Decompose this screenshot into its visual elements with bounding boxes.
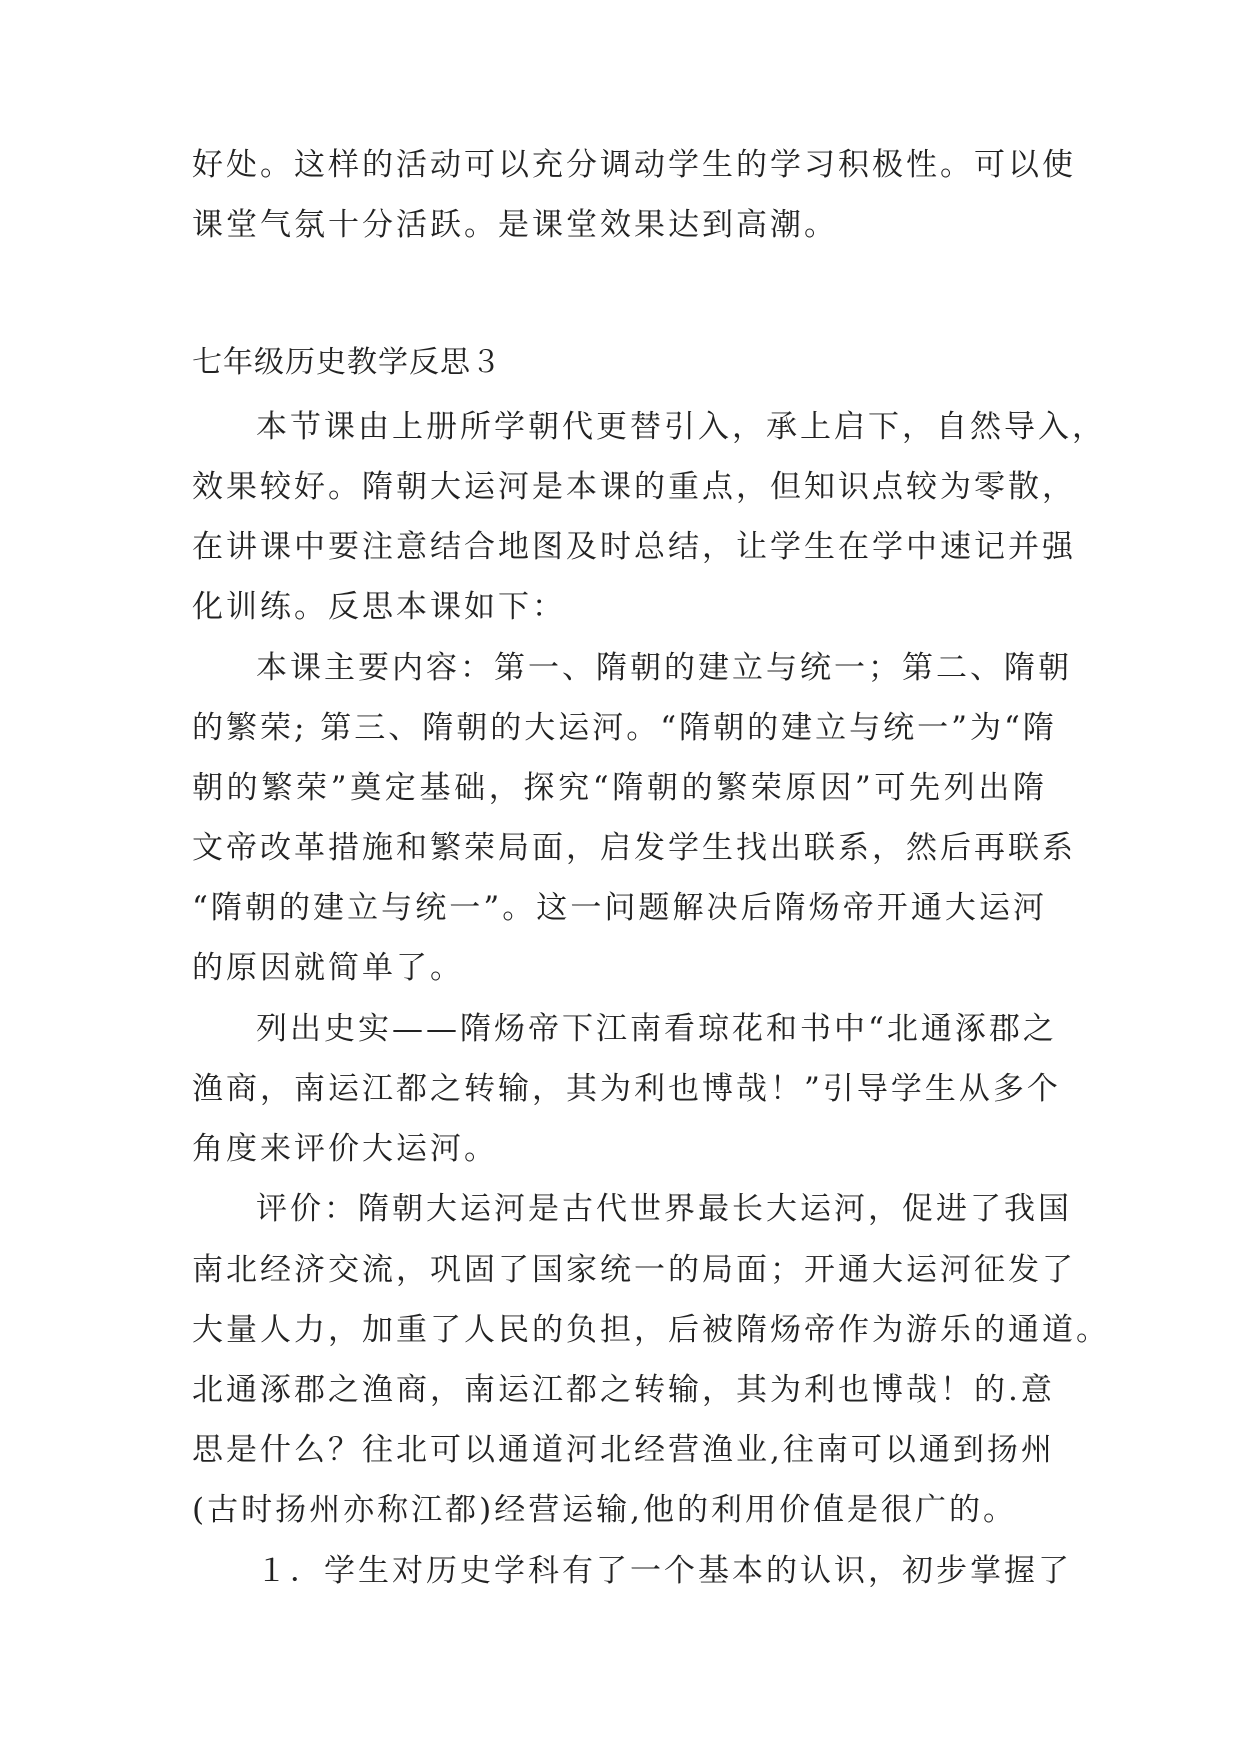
text-line: 本课主要内容：第一、隋朝的建立与统一；第二、隋朝 [256, 650, 1072, 686]
text-line: 角度来评价大运河。 [192, 1131, 498, 1167]
text-line: 的繁荣; 第三、隋朝的大运河。“隋朝的建立与统一”为“隋 [192, 710, 1057, 746]
text-line: 思是什么？往北可以通道河北经营渔业,往南可以通到扬州 [192, 1432, 1055, 1468]
text-line: 大量人力，加重了人民的负担，后被隋炀帝作为游乐的通道。 [192, 1312, 1110, 1348]
text-line: 在讲课中要注意结合地图及时总结，让学生在学中速记并强 [192, 529, 1076, 565]
section-title: 七年级历史教学反思３ [192, 345, 502, 380]
text-line: 朝的繁荣”奠定基础，探究“隋朝的繁荣原因”可先列出隋 [192, 770, 1047, 806]
text-line: 评价：隋朝大运河是古代世界最长大运河，促进了我国 [256, 1191, 1072, 1227]
text-line: 本节课由上册所学朝代更替引入，承上启下，自然导入， [256, 409, 1106, 445]
text-line: 渔商，南运江都之转输，其为利也博哉！”引导学生从多个 [192, 1071, 1061, 1107]
text-line: 南北经济交流，巩固了国家统一的局面；开通大运河征发了 [192, 1252, 1076, 1288]
text-line: 好处。这样的活动可以充分调动学生的学习积极性。可以使 [192, 147, 1076, 183]
text-line: “隋朝的建立与统一”。这一问题解决后隋炀帝开通大运河 [192, 890, 1047, 926]
text-line: 北通涿郡之渔商，南运江都之转输，其为利也博哉！的.意 [192, 1372, 1055, 1408]
text-line: (古时扬州亦称江都)经营运输,他的利用价值是很广的。 [192, 1492, 1018, 1528]
text-line: 课堂气氛十分活跃。是课堂效果达到高潮。 [192, 207, 838, 243]
text-line: １．学生对历史学科有了一个基本的认识，初步掌握了 [256, 1553, 1072, 1589]
text-line: 的原因就简单了。 [192, 950, 464, 986]
text-line: 效果较好。隋朝大运河是本课的重点，但知识点较为零散， [192, 469, 1076, 505]
text-line: 列出史实——隋炀帝下江南看琼花和书中“北通涿郡之 [256, 1011, 1057, 1047]
text-line: 化训练。反思本课如下： [192, 589, 566, 625]
text-line: 文帝改革措施和繁荣局面，启发学生找出联系，然后再联系 [192, 830, 1076, 866]
